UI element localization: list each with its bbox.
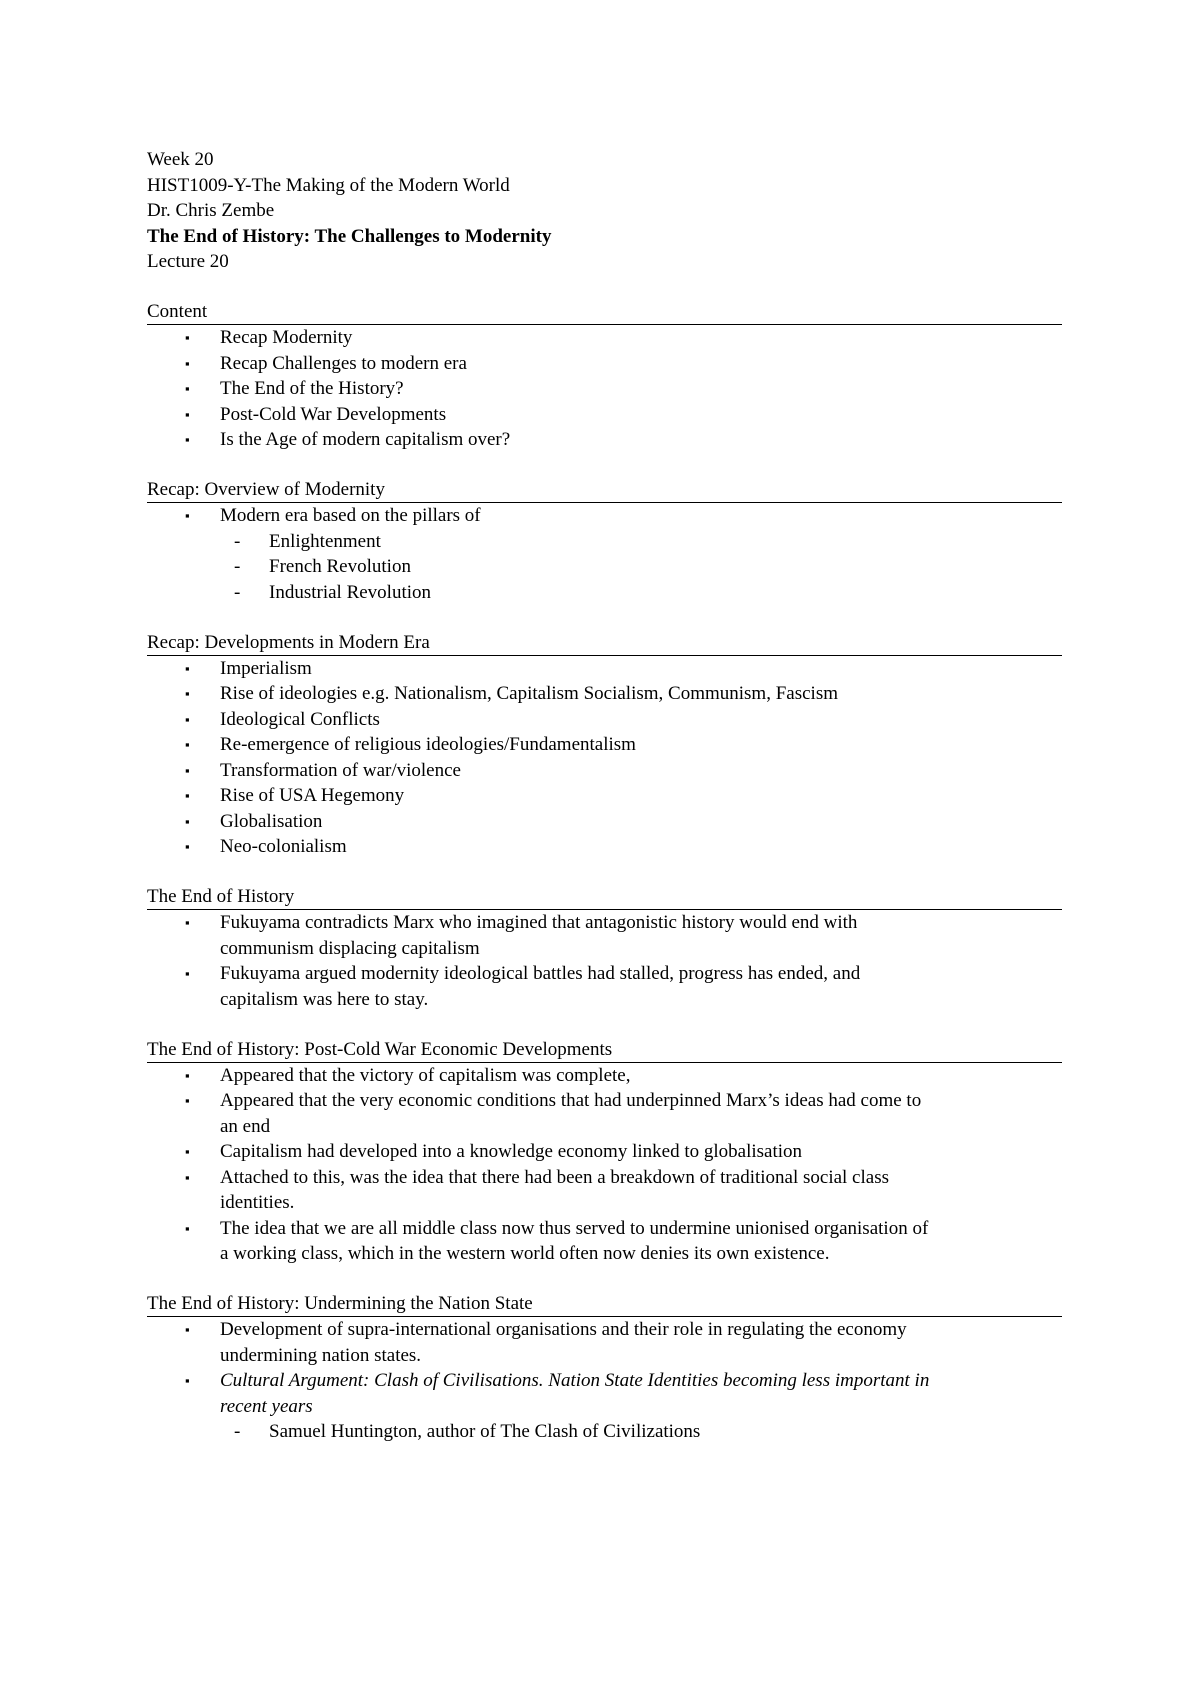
list-item-text [220,351,1062,377]
sub-list [147,529,1062,606]
list-item-text [220,325,1062,351]
list-item-text [220,783,1062,809]
list-item-line: Globalisation [220,810,323,832]
bullet-list [147,910,1062,1012]
list-item [147,1216,1062,1267]
lecture-title: The End of History: The Challenges to Modernity [147,225,552,247]
list-item-line: Capitalism had developed into a knowledge economy linked to globalisation [220,1141,803,1162]
sub-list-item [147,580,1062,606]
list-item-line: Development of supra-international organisations and their role in regulating the economy [220,1319,907,1340]
square-bullet-icon: ▪ [185,1322,190,1337]
section [147,631,1062,860]
list-item-line: Transformation of war/violence [220,759,461,781]
square-bullet-icon: ▪ [185,355,190,371]
list-item [147,427,1062,453]
list-item-line: an end [220,1115,271,1137]
list-item-text [220,1139,1062,1165]
square-bullet-icon: ▪ [185,381,190,396]
list-item-line: recent years [220,1395,313,1417]
list-item [147,809,1062,835]
square-bullet-icon: ▪ [185,915,190,930]
list-item [147,1165,1062,1216]
list-item [147,1088,1062,1139]
list-item [147,732,1062,758]
lecture-number: Lecture 20 [147,251,229,272]
list-item [147,834,1062,860]
section-heading: Recap: Developments in Modern Era [147,631,1062,656]
list-item-text [220,961,1062,1012]
section-spacer [147,1012,1062,1038]
list-item-line: Rise of USA Hegemony [220,785,405,806]
square-bullet-icon: ▪ [185,711,190,727]
list-item-line: Fukuyama contradicts Marx who imagined that antagonistic history would end with [220,912,858,933]
dash-bullet-icon: - [234,1421,241,1442]
list-item-line: Rise of ideologies e.g. Nationalism, Capitalism Socialism, Communism, Fascism [220,683,838,704]
lecturer-name: Dr. Chris Zembe [147,200,275,221]
list-item-text [220,1317,1062,1368]
course-title: HIST1009-Y-The Making of the Modern World [147,174,510,196]
section-spacer [147,453,1062,479]
list-item-text [220,1063,1062,1089]
list-item-line: Appeared that the very economic conditions that had underpinned Marx’s ideas had come to [220,1090,922,1111]
square-bullet-icon: ▪ [185,432,190,447]
list-item-line: communism displacing capitalism [220,937,480,959]
list-item-line: undermining nation states. [220,1344,422,1366]
square-bullet-icon: ▪ [185,966,190,981]
square-bullet-icon: ▪ [185,788,190,803]
list-item-line: Post-Cold War Developments [220,403,447,425]
sub-list-item-text: Industrial Revolution [269,581,432,603]
sub-list-item [147,554,1062,580]
list-item [147,681,1062,707]
section [147,1292,1062,1445]
list-item [147,1139,1062,1165]
list-item-line: Neo-colonialism [220,836,347,857]
list-item-line: Attached to this, was the idea that there had been a breakdown of traditional social class [220,1166,889,1188]
list-item-text [220,707,1062,733]
bullet-list [147,325,1062,453]
section [147,885,1062,1012]
square-bullet-icon: ▪ [185,1144,190,1159]
square-bullet-icon: ▪ [185,1373,190,1388]
section-heading: The End of History [147,885,1062,910]
section-spacer [147,275,1062,301]
list-item-text [220,732,1062,758]
square-bullet-icon: ▪ [185,1093,190,1108]
section-spacer [147,1267,1062,1293]
list-item-line: Re-emergence of religious ideologies/Fundamentalism [220,734,636,755]
square-bullet-icon: ▪ [185,660,190,676]
list-item [147,783,1062,809]
list-item [147,325,1062,351]
list-item-text [220,402,1062,428]
list-item [147,402,1062,428]
bullet-list [147,1063,1062,1267]
section-heading: Content [147,300,1062,325]
list-item-line: Cultural Argument: Clash of Civilisations. Nation State Identities becoming less important in [220,1370,930,1391]
dash-bullet-icon: - [234,530,241,552]
list-item-line: Is the Age of modern capitalism over? [220,429,511,450]
list-item [147,351,1062,377]
square-bullet-icon: ▪ [185,330,190,345]
list-item-text [220,1088,1062,1139]
list-item-text [220,1165,1062,1216]
list-item-line: Ideological Conflicts [220,708,380,730]
square-bullet-icon: ▪ [185,839,190,854]
dash-bullet-icon: - [234,581,241,603]
list-item-text [220,427,1062,453]
list-item-line: Appeared that the victory of capitalism was complete, [220,1064,631,1086]
list-item-line: Imperialism [220,657,312,679]
list-item [147,376,1062,402]
list-item-text [220,834,1062,860]
section-spacer [147,605,1062,631]
list-item-text [220,910,1062,961]
list-item-line: The idea that we are all middle class now thus served to undermine unionised organisation of [220,1217,929,1239]
list-item-text [220,1216,1062,1267]
list-item-text [220,681,1062,707]
list-item [147,910,1062,961]
list-item-text [220,758,1062,784]
list-item-line: capitalism was here to stay. [220,988,429,1010]
list-item-line: Modern era based on the pillars of [220,505,481,526]
list-item-line: The End of the History? [220,378,404,399]
list-item-text [220,1368,1062,1419]
bullet-list [147,1317,1062,1445]
list-item [147,1368,1062,1419]
bullet-list [147,503,1062,605]
sub-list [147,1419,1062,1445]
list-item-text [220,376,1062,402]
sub-list-item-text: Samuel Huntington, author of The Clash of Civilizations [269,1421,701,1442]
square-bullet-icon: ▪ [185,1067,190,1083]
list-item-line: Recap Challenges to modern era [220,352,467,374]
sub-list-item-text: French Revolution [269,556,411,577]
list-item-text [220,809,1062,835]
list-item-text [220,503,1062,529]
section-heading: Recap: Overview of Modernity [147,478,1062,503]
sub-list-item-text: Enlightenment [269,530,381,552]
sub-list-item [147,1419,1062,1445]
list-item-line: Fukuyama argued modernity ideological battles had stalled, progress has ended, and [220,963,861,984]
section-heading: The End of History: Undermining the Nation State [147,1292,1062,1317]
list-item [147,758,1062,784]
list-item-line: a working class, which in the western world often now denies its own existence. [220,1243,830,1264]
square-bullet-icon: ▪ [185,406,190,422]
square-bullet-icon: ▪ [185,813,190,829]
list-item-line: Recap Modernity [220,327,353,348]
list-item [147,1317,1062,1368]
sub-list-item [147,529,1062,555]
square-bullet-icon: ▪ [185,1169,190,1185]
list-item-line: identities. [220,1192,295,1213]
document-page [147,147,1062,1445]
section [147,1038,1062,1267]
week-label: Week 20 [147,149,214,170]
list-item-text [220,656,1062,682]
list-item [147,707,1062,733]
section-spacer [147,860,1062,886]
section [147,300,1062,453]
square-bullet-icon: ▪ [185,508,190,523]
bullet-list [147,656,1062,860]
list-item [147,961,1062,1012]
sections-container [147,275,1062,1445]
square-bullet-icon: ▪ [185,1220,190,1236]
square-bullet-icon: ▪ [185,686,190,701]
square-bullet-icon: ▪ [185,737,190,752]
list-item [147,656,1062,682]
dash-bullet-icon: - [234,556,241,577]
section [147,478,1062,605]
list-item [147,503,1062,529]
section-heading: The End of History: Post-Cold War Economic Developments [147,1038,1062,1063]
list-item [147,1063,1062,1089]
square-bullet-icon: ▪ [185,762,190,778]
